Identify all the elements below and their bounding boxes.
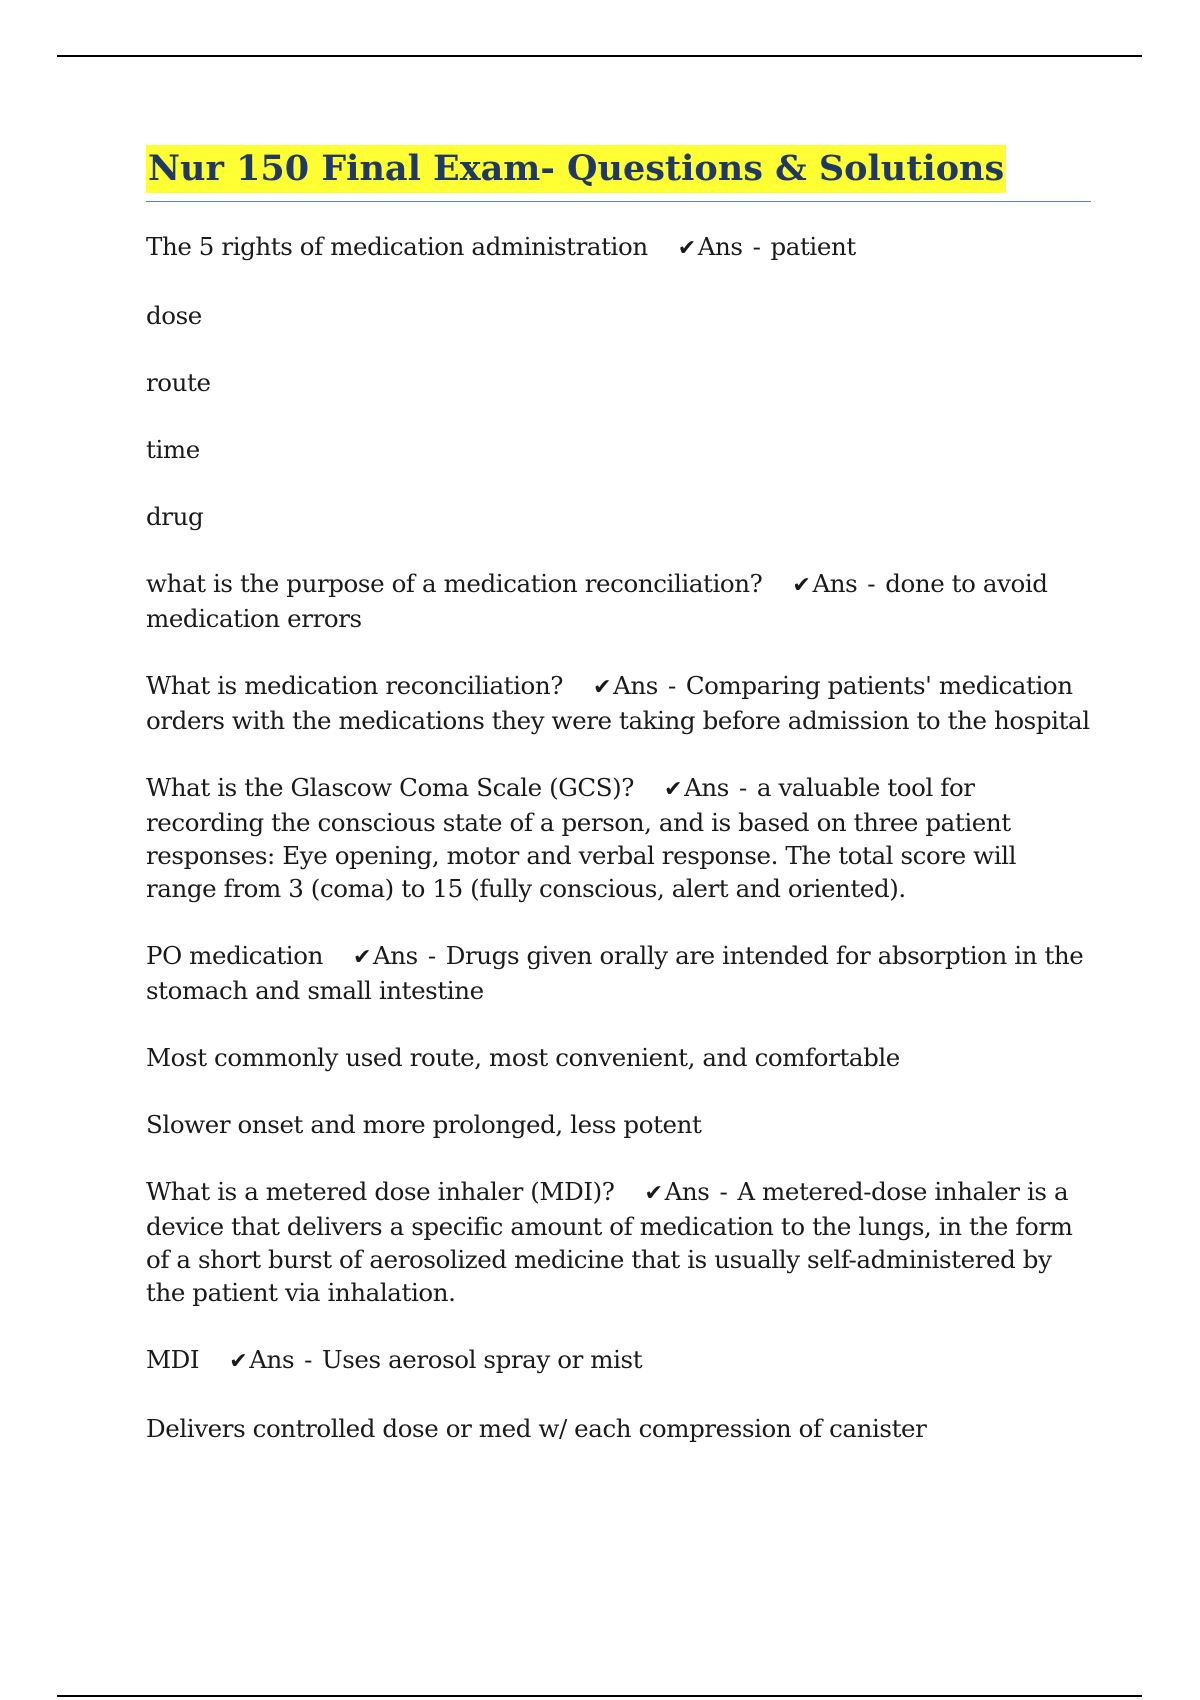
answer-text: Drugs given orally are intended for absorption in the stomach and small intestine [146,941,1084,1005]
text-line: route [146,368,211,397]
qa-item [146,939,1091,1007]
answer-separator: - [427,941,436,970]
text-line: Slower onset and more prolonged, less potent [146,1110,702,1139]
checkmark-icon: ✔ [229,1349,248,1374]
checkmark-icon: ✔ [352,945,371,970]
question-text: The 5 rights of medication administration [146,232,648,261]
qa-item [146,771,1091,905]
question-text: PO medication [146,941,323,970]
qa-item [146,669,1091,737]
qa-item [146,1343,1091,1378]
text-line: Most commonly used route, most convenient, and comfortable [146,1043,900,1072]
answer-separator: - [667,671,676,700]
question-text: what is the purpose of a medication reconciliation? [146,569,763,598]
answer-separator: - [752,232,761,261]
answer-label: Ans [613,671,658,700]
answer-text: Uses aerosol spray or mist [322,1345,643,1374]
answer-separator: - [304,1345,313,1374]
text-line: time [146,435,200,464]
question-text: MDI [146,1345,200,1374]
page-top-rule [57,55,1142,57]
document-body [146,145,1091,1479]
answer-label: Ans [697,232,743,261]
answer-text: A metered-dose inhaler is a device that delivers a specific amount of medication to the lungs, in the form of a short burst of aerosolized medicine that is usually self-administered by the patient via inhalation. [146,1177,1073,1307]
qa-item [146,230,1091,265]
page-bottom-rule [57,1695,1142,1697]
answer-text: a valuable tool for recording the conscious state of a person, and is based on three patient responses: Eye opening, motor and verbal response. The total score will range from 3 (coma) to 15 (fully conscious, alert and oriented). [146,773,1017,903]
answer-separator: - [719,1177,728,1206]
text-line: dose [146,301,202,330]
text-line: Delivers controlled dose or med w/ each compression of canister [146,1414,927,1443]
answer-label: Ans [664,1177,710,1206]
qa-list [146,230,1091,1445]
answer-text: Comparing patients' medication orders with the medications they were taking before admission to the hospital [146,671,1090,735]
document-title: Nur 150 Final Exam- Questions & Solutions [146,145,1006,193]
answer-label: Ans [684,773,729,802]
answer-separator: - [738,773,747,802]
checkmark-icon: ✔ [593,675,612,700]
checkmark-icon: ✔ [644,1181,663,1206]
answer-separator: - [867,569,876,598]
checkmark-icon: ✔ [677,236,696,261]
checkmark-icon: ✔ [664,777,683,802]
answer-label: Ans [249,1345,295,1374]
text-line: drug [146,502,204,531]
title-block [146,145,1091,202]
answer-label: Ans [812,569,858,598]
qa-item [146,1175,1091,1309]
qa-item [146,567,1091,635]
answer-text: patient [770,232,856,261]
question-text: What is the Glascow Coma Scale (GCS)? [146,773,635,802]
question-text: What is medication reconciliation? [146,671,564,700]
answer-text: done to avoid medication errors [146,569,1048,633]
answer-label: Ans [373,941,418,970]
question-text: What is a metered dose inhaler (MDI)? [146,1177,615,1206]
checkmark-icon: ✔ [792,573,811,598]
